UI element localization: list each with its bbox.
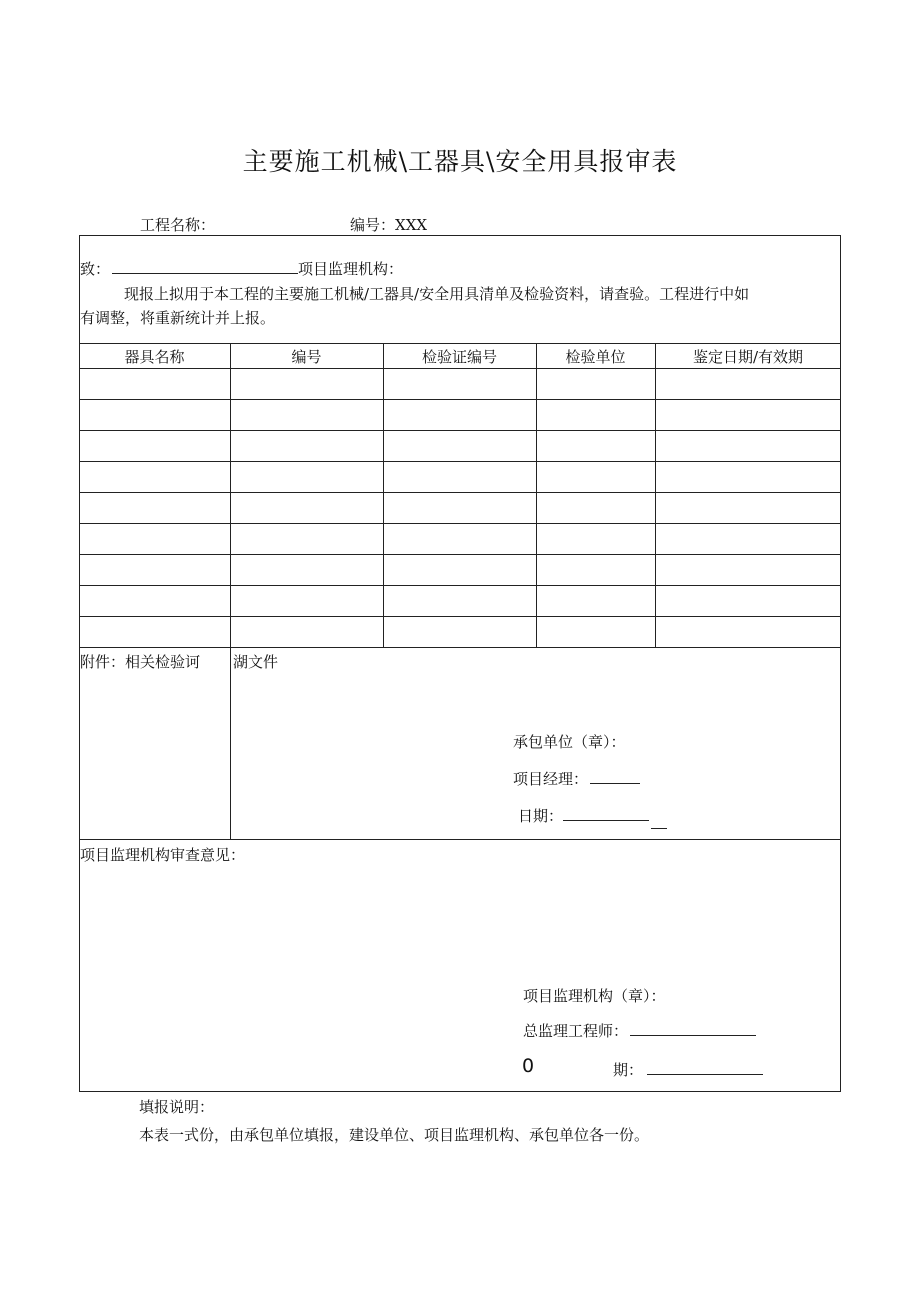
divider: [79, 523, 841, 524]
attachment-label: 附件：相关检验诃: [80, 653, 201, 671]
divider: [79, 616, 841, 617]
form-number: [350, 214, 427, 235]
form-title: 主要施工机械\工器具\安全用具报审表: [242, 147, 678, 176]
project-manager-label: 项目经理：: [513, 770, 589, 788]
column-header-certificate-number: 检验证编号: [421, 348, 497, 366]
column-divider: [230, 343, 231, 647]
to-label: 致：: [80, 260, 111, 278]
contractor-seal-label: 承包单位（章）：: [513, 733, 626, 751]
project-name-label: 工程名称：: [140, 216, 216, 234]
chief-engineer-line: [523, 1020, 756, 1041]
notes-heading: 填报说明：: [139, 1098, 215, 1116]
divider: [79, 492, 841, 493]
supervision-seal-label: 项目监理机构（章）：: [523, 987, 666, 1005]
divider: [79, 430, 841, 431]
attachment-divider: [230, 647, 231, 839]
supervision-org-label: 项目监理机构：: [298, 260, 404, 278]
column-header-validity-date: 鉴定日期/有效期: [692, 348, 804, 366]
supervision-opinion-label: 项目监理机构审查意见：: [80, 846, 246, 864]
divider: [79, 399, 841, 400]
project-manager-blank: [590, 783, 640, 784]
divider: [79, 647, 841, 648]
to-line: [80, 258, 403, 279]
contractor-date-blank-extra: [651, 828, 667, 829]
body-line-2: 有调整，将重新统计并上报。: [80, 309, 276, 327]
number-value: XXX: [395, 216, 428, 234]
column-header-inspection-unit: 检验单位: [565, 348, 626, 366]
divider: [79, 461, 841, 462]
date-prefix-zero: 0: [522, 1055, 535, 1077]
divider: [79, 368, 841, 369]
divider: [79, 554, 841, 555]
divider: [79, 343, 841, 344]
divider: [79, 839, 841, 840]
contractor-date-label: 日期：: [518, 807, 564, 825]
number-label: 编号：: [350, 216, 396, 234]
recipient-blank: [112, 273, 298, 274]
attachment-value: 湖文件: [233, 653, 279, 671]
supervision-date-label: 期：: [613, 1061, 644, 1079]
supervision-date-blank: [647, 1074, 763, 1075]
chief-engineer-blank: [630, 1035, 756, 1036]
project-manager-line: [513, 768, 640, 789]
body-line-1: 现报上拟用于本工程的主要施工机械/工器具/安全用具清单及检验资料，请查验。工程进行中如: [124, 285, 750, 303]
column-divider: [655, 343, 656, 647]
column-header-number: 编号: [291, 348, 322, 366]
column-divider: [383, 343, 384, 647]
contractor-date-blank: [563, 820, 649, 821]
contractor-date-line: [518, 805, 667, 826]
column-divider: [536, 343, 537, 647]
chief-engineer-label: 总监理工程师：: [523, 1022, 629, 1040]
notes-text: 本表一式份，由承包单位填报，建设单位、项目监理机构、承包单位各一份。: [139, 1126, 650, 1144]
column-header-equipment-name: 器具名称: [124, 348, 185, 366]
divider: [79, 585, 841, 586]
supervision-date-line: [613, 1059, 763, 1080]
